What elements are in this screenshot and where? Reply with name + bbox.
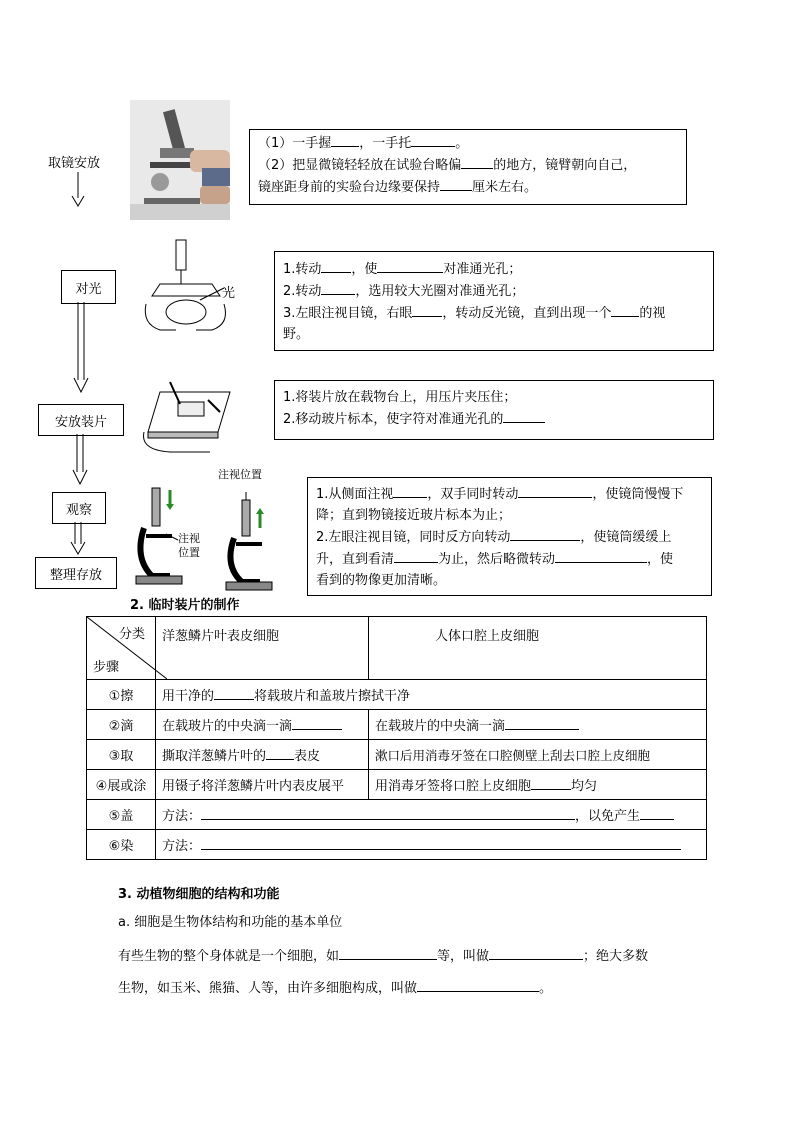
merged-cell <box>156 830 707 860</box>
box-text: ，使镜筒慢慢下 <box>592 487 684 502</box>
onion-cell: 用镊子将洋葱鳞片叶内表皮展平 <box>156 770 369 800</box>
cell-text: 方法： <box>162 809 202 824</box>
cell-text: 方法： <box>162 839 202 854</box>
fill-blank[interactable] <box>489 945 583 960</box>
para-text: ；绝大多数 <box>583 949 649 964</box>
table-row <box>87 680 707 710</box>
fill-blank[interactable] <box>518 483 592 498</box>
box-text: ，使 <box>351 262 378 277</box>
fill-blank[interactable] <box>505 715 579 730</box>
box-text: 降；直到物镜接近玻片标本为止； <box>316 508 512 523</box>
box-text: 对准通光孔； <box>443 262 522 277</box>
fill-blank[interactable] <box>339 945 437 960</box>
para-text: 有些生物的整个身体就是一个细胞，如 <box>118 949 340 964</box>
table-header-row <box>87 617 707 680</box>
onion-cell <box>156 710 369 740</box>
down-arrow-icon <box>70 522 86 556</box>
paragraph-line <box>118 945 648 967</box>
observe-box <box>307 477 712 596</box>
table-diagonal-header <box>87 617 156 680</box>
fill-blank[interactable] <box>417 977 539 992</box>
box-text: （2）把显微镜轻轻放在试验台略偏 <box>258 158 462 173</box>
paragraph-line <box>118 977 552 999</box>
cell-text: 撕取洋葱鳞片叶的 <box>162 749 267 764</box>
box-text: 1.转动 <box>283 262 322 277</box>
box-text: ，一手托 <box>359 136 412 151</box>
cell-text: 在载玻片的中央滴一滴 <box>162 719 293 734</box>
table-row <box>87 800 707 830</box>
step-cell: ②滴 <box>87 710 156 740</box>
box-text: 2.左眼注视目镜，同时反方向转动 <box>316 530 511 545</box>
fill-blank[interactable] <box>411 132 455 147</box>
box-text: 厘米左右。 <box>472 180 538 195</box>
cheek-cell: 漱口后用消毒牙签在口腔侧壁上刮去口腔上皮细胞 <box>369 740 707 770</box>
para-text: 等，叫做 <box>437 949 490 964</box>
step-label-text: 观察 <box>65 502 92 518</box>
cell-text: 表皮 <box>294 749 321 764</box>
fill-blank[interactable] <box>321 280 355 295</box>
fill-blank[interactable] <box>201 805 575 820</box>
merged-cell <box>156 680 707 710</box>
box-text: 3.左眼注视目镜，右眼 <box>283 306 413 321</box>
box-text: ，双手同时转动 <box>427 487 519 502</box>
section-title-cell-structure: 3. 动植物细胞的结构和功能 <box>118 887 280 902</box>
header-class-label: 分类 <box>118 627 145 642</box>
step-label-text: 对光 <box>75 281 102 297</box>
fill-blank[interactable] <box>201 835 681 850</box>
step-label-text: 整理存放 <box>49 567 102 583</box>
box-text: ，选用较大光圈对准通光孔； <box>355 284 525 299</box>
box-text: 1.将装片放在载物台上，用压片夹压住； <box>283 390 517 405</box>
box-text: 镜座距身前的实验台边缘要保持 <box>258 180 441 195</box>
fill-blank[interactable] <box>377 258 443 273</box>
slide-making-table <box>86 616 707 860</box>
fill-blank[interactable] <box>440 176 472 191</box>
fill-blank[interactable] <box>321 258 351 273</box>
watch-position-label-line: 位置 <box>178 546 200 559</box>
cheek-cell <box>369 770 707 800</box>
fill-blank[interactable] <box>292 715 342 730</box>
step-cell: ①擦 <box>87 680 156 710</box>
cell-text: 均匀 <box>571 779 598 794</box>
place-slide-box <box>274 380 714 440</box>
down-arrow-icon <box>70 172 86 208</box>
merged-cell <box>156 800 707 830</box>
fill-blank[interactable] <box>393 483 427 498</box>
fill-blank[interactable] <box>555 548 647 563</box>
step-label-observe <box>52 492 106 524</box>
watch-position-label-line: 注视 <box>178 532 200 545</box>
down-arrow-icon <box>72 434 88 486</box>
step-label-store <box>35 557 117 589</box>
box-text: 升，直到看清 <box>316 552 395 567</box>
step-label-take-microscope: 取镜安放 <box>48 156 101 171</box>
fill-blank[interactable] <box>611 302 639 317</box>
step-cell: ④展或涂 <box>87 770 156 800</box>
box-text: 。 <box>455 136 469 151</box>
cheek-cell <box>369 710 707 740</box>
step-cell: ⑤盖 <box>87 800 156 830</box>
box-text: 野。 <box>283 327 310 342</box>
cell-text: 用干净的 <box>162 689 215 704</box>
box-text: 为止，然后略微转动 <box>438 552 556 567</box>
box-text: ，使 <box>647 552 674 567</box>
box-text: 1.从侧面注视 <box>316 487 394 502</box>
para-text: 生物，如玉米、熊猫、人等，由许多细胞构成，叫做 <box>118 981 418 996</box>
microscope-carry-photo <box>130 100 230 220</box>
table-row <box>87 770 707 800</box>
fill-blank[interactable] <box>461 154 493 169</box>
box-text: （1）一手握 <box>258 136 332 151</box>
light-label: 光 <box>222 286 236 301</box>
cell-text: ，以免产生 <box>575 809 641 824</box>
fill-blank[interactable] <box>510 526 580 541</box>
fill-blank[interactable] <box>640 805 674 820</box>
light-alignment-box <box>274 251 714 351</box>
table-row <box>87 710 707 740</box>
header-step-label: 步骤 <box>93 660 120 675</box>
step-cell: ⑥染 <box>87 830 156 860</box>
paragraph-line: a. 细胞是生物体结构和功能的基本单位 <box>118 915 343 930</box>
header-onion-cell: 洋葱鳞片叶表皮细胞 <box>156 617 369 680</box>
box-text: 2.转动 <box>283 284 322 299</box>
fill-blank[interactable] <box>331 132 359 147</box>
fill-blank[interactable] <box>503 408 545 423</box>
cell-text: 将载玻片和盖玻片擦拭干净 <box>254 689 411 704</box>
box-text: ，转动反光镜，直到出现一个 <box>442 306 612 321</box>
header-cheek-cell: 人体口腔上皮细胞 <box>369 617 707 680</box>
observe-microscopes-drawing <box>130 478 300 598</box>
take-microscope-box <box>249 129 687 205</box>
fill-blank[interactable] <box>531 775 571 790</box>
fill-blank[interactable] <box>394 548 438 563</box>
para-text: 。 <box>539 981 553 996</box>
fill-blank[interactable] <box>214 685 254 700</box>
cell-text: 用消毒牙签将口腔上皮细胞 <box>375 779 532 794</box>
box-text: 2.移动玻片标本，使字符对准通光孔的 <box>283 412 504 427</box>
cell-text: 在载玻片的中央滴一滴 <box>375 719 506 734</box>
fill-blank[interactable] <box>412 302 442 317</box>
box-text: 的地方，镜臂朝向自己， <box>493 158 637 173</box>
box-text: ，使镜筒缓缓上 <box>580 530 672 545</box>
table-row <box>87 830 707 860</box>
down-arrow-icon <box>73 302 89 394</box>
box-text: 看到的物像更加清晰。 <box>316 573 447 588</box>
section-title-slide-making: 2. 临时装片的制作 <box>130 598 240 613</box>
slide-placement-drawing <box>140 372 240 454</box>
step-label-text: 安放装片 <box>54 414 107 430</box>
step-label-place-slide <box>38 404 124 436</box>
step-label-light-alignment <box>61 270 116 304</box>
onion-cell <box>156 740 369 770</box>
fill-blank[interactable] <box>266 745 294 760</box>
box-text: 的视 <box>639 306 666 321</box>
watch-position-label-top: 注视位置 <box>218 468 262 481</box>
step-cell: ③取 <box>87 740 156 770</box>
watch-position-label-side <box>178 532 200 560</box>
table-row <box>87 740 707 770</box>
